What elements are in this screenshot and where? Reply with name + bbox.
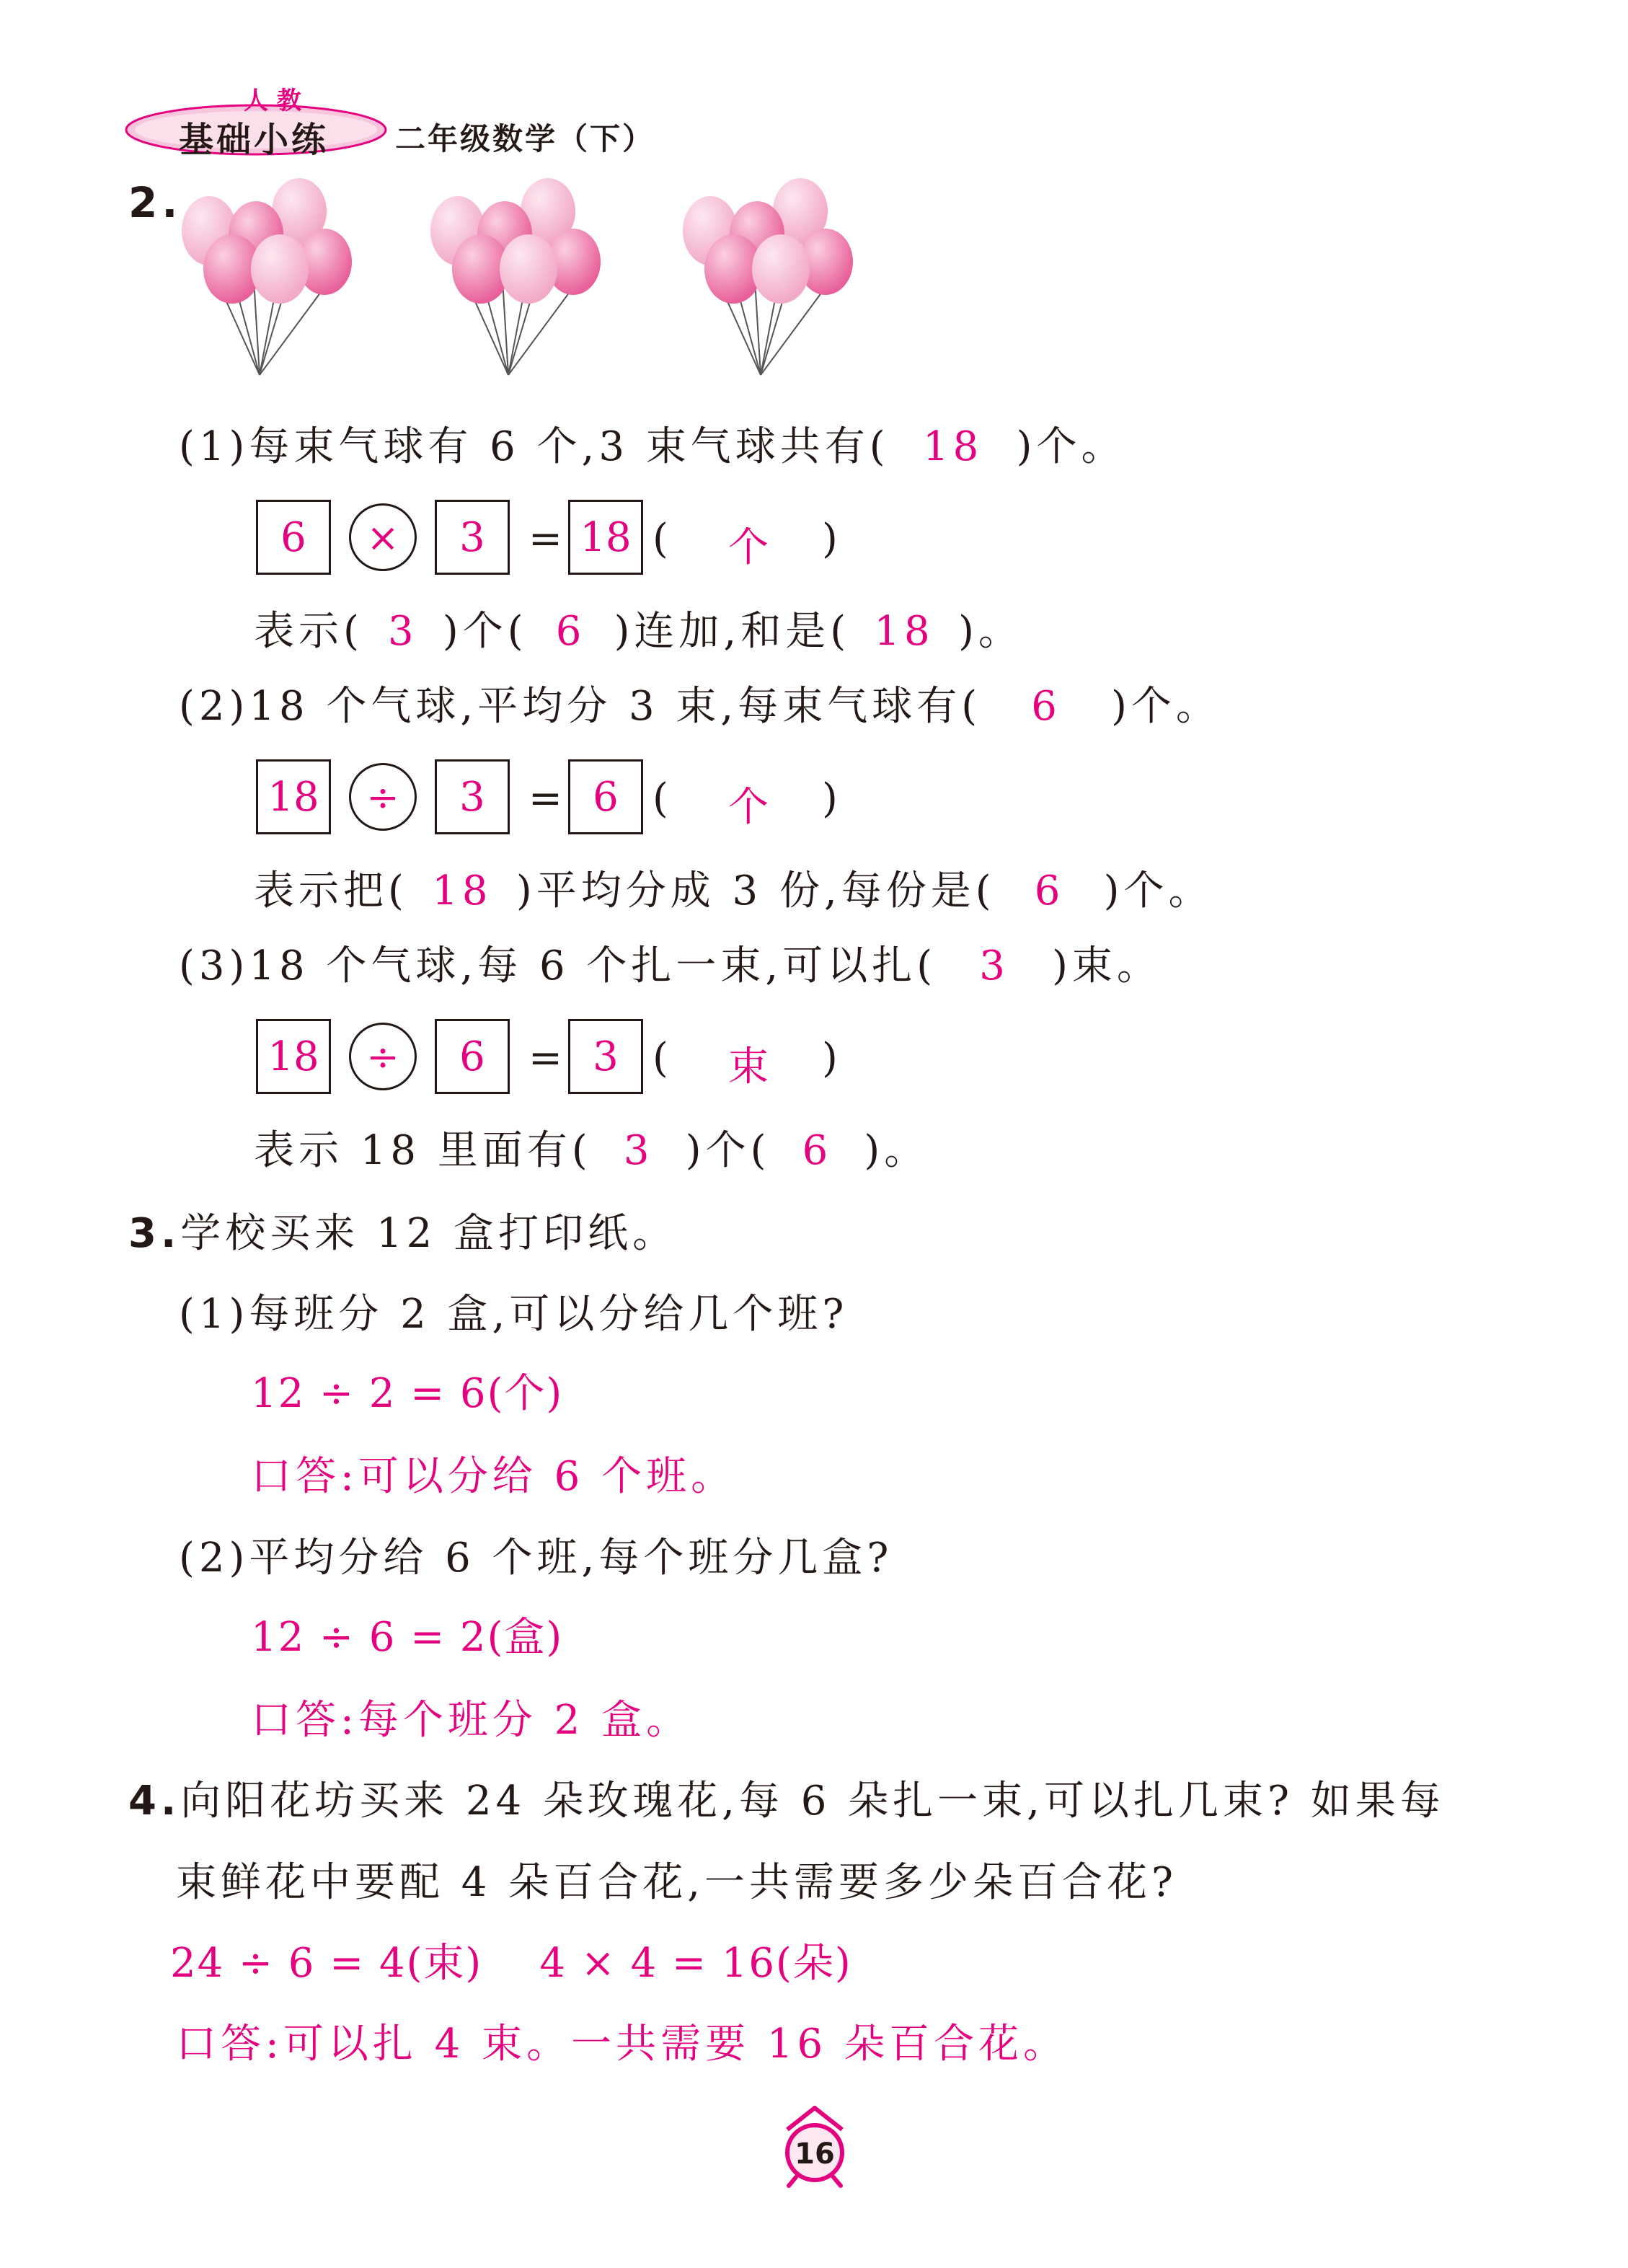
equation-unit: 个 [728, 784, 769, 831]
operator-circle: ÷ [349, 1023, 417, 1090]
q2-part1-explain [254, 608, 1023, 655]
q2-part3-answer: 3 [979, 943, 1009, 989]
q2-part2-text-b: )个。 [1111, 683, 1221, 730]
q2-part1-answer: 18 [923, 423, 983, 470]
page-number: 16 [795, 2137, 835, 2171]
q3-part2-question [179, 1535, 893, 1581]
balloon-bunch-icon [683, 178, 853, 375]
equation-box-b: 3 [435, 759, 510, 834]
equation-box-a: 18 [256, 759, 331, 834]
balloon-illustration [180, 177, 901, 386]
q3-part1-answer: 口答:可以分给 6 个班。 [251, 1453, 736, 1500]
q2-part3-question [179, 943, 1162, 989]
equation-box-b: 6 [435, 1019, 510, 1094]
q2-part3-text-a: 18 个气球,每 6 个扎一束,可以扎( [249, 943, 937, 989]
explain-text: )个( [442, 608, 528, 655]
equation-box-result: 6 [568, 759, 643, 834]
question-4-line1 [128, 1778, 1445, 1824]
explain-answer-1: 18 [432, 868, 492, 914]
equals-sign: = [528, 516, 562, 562]
q2-part3-explain [254, 1127, 929, 1174]
q3-part1-text: 每班分 2 盒,可以分给几个班? [249, 1291, 849, 1338]
equals-sign: = [528, 775, 562, 822]
q2-part1-label: (1) [179, 423, 249, 470]
explain-text: 表示把( [254, 868, 408, 914]
q2-part2-explain [254, 868, 1213, 914]
explain-answer-2: 6 [1034, 868, 1065, 914]
q2-part3-text-b: )束。 [1052, 943, 1162, 989]
q3-part2-answer: 口答:每个班分 2 盒。 [251, 1697, 691, 1744]
q3-part2-work: 12 ÷ 6 = 2(盒) [251, 1614, 564, 1661]
q2-part1-text-a: 每束气球有 6 个,3 束气球共有( [249, 423, 890, 470]
q2-part2-question [179, 683, 1221, 730]
operator-circle: × [349, 503, 417, 571]
header-badge-title: 基础小练 [179, 120, 329, 160]
q3-part1-work: 12 ÷ 2 = 6(个) [251, 1370, 564, 1417]
equation-box-b: 3 [435, 500, 510, 575]
q3-part2-text: 平均分给 6 个班,每个班分几盒? [249, 1535, 893, 1581]
explain-text: )。 [864, 1127, 929, 1174]
q2-part2-label: (2) [179, 683, 249, 730]
header-badge-top: 人 教 [244, 87, 301, 115]
question-3-number: 3. [128, 1210, 181, 1257]
explain-text: )个( [685, 1127, 771, 1174]
q3-part1-label: (1) [179, 1291, 249, 1338]
paren-close: ) [822, 775, 838, 822]
q3-part2-label: (2) [179, 1535, 249, 1581]
question-3-stem: 学校买来 12 盒打印纸。 [180, 1210, 678, 1257]
explain-answer-1: 3 [388, 608, 418, 655]
q2-part1-question [179, 423, 1126, 470]
explain-text: )平均分成 3 份,每份是( [516, 868, 996, 914]
paren-open: ( [652, 516, 668, 562]
explain-text: 表示( [254, 608, 363, 655]
balloon-bunch-icon [430, 178, 601, 375]
q2-part3-label: (3) [179, 943, 249, 989]
equation-box-result: 3 [568, 1019, 643, 1094]
header-subtitle: 二年级数学（下） [395, 121, 655, 156]
explain-answer-1: 3 [623, 1127, 654, 1174]
q4-answer: 口答:可以扎 4 束。一共需要 16 朵百合花。 [176, 2021, 1068, 2068]
question-4-stem-2: 束鲜花中要配 4 朵百合花,一共需要多少朵百合花? [176, 1859, 1178, 1906]
explain-answer-2: 6 [802, 1127, 833, 1174]
explain-answer-3: 18 [874, 608, 934, 655]
operator-circle: ÷ [349, 763, 417, 831]
explain-answer-2: 6 [555, 608, 586, 655]
question-2-number: 2. [128, 178, 182, 227]
paren-open: ( [652, 775, 668, 822]
equation-unit: 束 [728, 1043, 769, 1090]
q2-part2-answer: 6 [1031, 683, 1061, 730]
q2-part1-text-b: )个。 [1016, 423, 1126, 470]
paren-close: ) [822, 1035, 838, 1082]
equation-unit: 个 [728, 524, 769, 571]
explain-text: )。 [958, 608, 1023, 655]
paren-close: ) [822, 516, 838, 562]
paren-open: ( [652, 1035, 668, 1082]
equals-sign: = [528, 1035, 562, 1082]
explain-text: )连加,和是( [614, 608, 851, 655]
equation-box-a: 18 [256, 1019, 331, 1094]
explain-text: )个。 [1103, 868, 1213, 914]
question-4-number: 4. [128, 1778, 181, 1824]
question-4-stem-1: 向阳花坊买来 24 朵玫瑰花,每 6 朵扎一束,可以扎几束? 如果每 [180, 1778, 1445, 1824]
explain-text: 表示 18 里面有( [254, 1127, 592, 1174]
equation-box-result: 18 [568, 500, 643, 575]
equation-box-a: 6 [256, 500, 331, 575]
question-3 [128, 1210, 678, 1257]
q3-part1-question [179, 1291, 849, 1338]
q4-work: 24 ÷ 6 = 4(束) 4 × 4 = 16(朵) [170, 1940, 852, 1987]
q2-part2-text-a: 18 个气球,平均分 3 束,每束气球有( [249, 683, 982, 730]
balloon-bunch-icon [182, 178, 352, 375]
